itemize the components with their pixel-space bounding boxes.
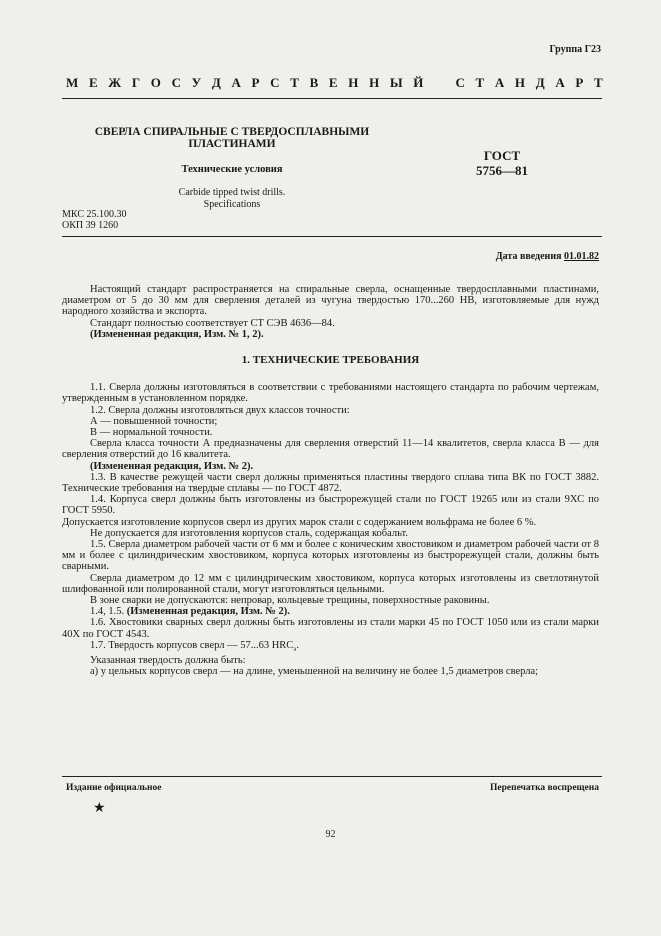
amendment-note: (Измененная редакция, Изм. № 2). [90, 460, 254, 472]
heading-letter: А [231, 75, 241, 90]
paragraph: В зоне сварки не допускаются: непровар, кольцевые трещины, поверхностные раковины. [90, 595, 490, 607]
official-edition-note: Издание официальное [66, 783, 162, 793]
document-subtitle: Технические условия [181, 164, 283, 175]
title-line-2: ПЛАСТИНАМИ [188, 138, 276, 150]
heading-letter: С [270, 75, 280, 90]
heading-letter: У [191, 75, 202, 90]
paragraph: а) у цельных корпусов сверл — на длине, уменьшенной на величину не более 1,5 диаметров сверла; [90, 666, 539, 678]
gost-number: 5756—81 [476, 163, 528, 178]
heading-letter: Й [413, 75, 424, 90]
heading-letter: Е [328, 75, 338, 90]
heading-letter: Г [131, 75, 141, 90]
title-line-1: СВЕРЛА СПИРАЛЬНЫЕ С ТВЕРДОСПЛАВНЫМИ [94, 126, 370, 138]
heading-letter: Т [290, 75, 299, 90]
heading-letter: Д [535, 75, 545, 90]
heading-letter: С [171, 75, 181, 90]
reprint-prohibited-note: Перепечатка воспрещена [489, 783, 599, 793]
star-icon: ★ [93, 801, 106, 816]
date-value: 01.01.82 [564, 251, 599, 262]
paragraph: Допускается изготовление корпусов сверл из других марок стали с содержанием вольфрама не более 6 %. [62, 516, 537, 528]
heading-letter: С [455, 75, 465, 90]
heading-letter: Т [475, 75, 485, 90]
paragraph: 1.2. Сверла должны изготовляться двух классов точности: [90, 404, 350, 416]
english-title-line-1: Carbide tipped twist drills. [178, 187, 286, 198]
gost-designation [462, 148, 542, 178]
interstate-standard-heading [66, 75, 603, 91]
paragraph: 1.4. Корпуса сверл должны быть изготовлены из быстрорежущей стали по ГОСТ 19265 или из стали 9ХС по ГОСТ 5950. [62, 494, 599, 517]
mks-code: МКС 25.100.30 [62, 209, 127, 220]
paragraph: Сверла диаметром до 12 мм с цилиндрическим хвостовиком, корпуса которых изготовлены из светлотянутой шлифованной или полированной стали, могут изготовляться цельными. [62, 572, 599, 595]
paragraph: Не допускается для изготовления корпусов сталь, содержащая кобальт. [90, 527, 408, 539]
heading-letter: Р [575, 75, 584, 90]
heading-letter: Т [594, 75, 603, 90]
paragraph: В — нормальной точности. [90, 427, 213, 439]
english-title-line-2: Specifications [203, 199, 261, 210]
paragraph: 1.5. Сверла диаметром рабочей части от 6 мм и более с коническим хвостовиком и диаметром рабочей части от 8 мм и более с цилиндрическим хвостовиком, корпуса которых изготовлены из быстрорежущей стали, должны быть сварными. [62, 539, 599, 573]
paragraph: Стандарт полностью соответствует СТ СЭВ 4636—84. [90, 317, 335, 329]
heading-letter: А [555, 75, 565, 90]
classification-codes [62, 209, 126, 231]
heading-letter: Ы [389, 75, 403, 90]
english-title [62, 187, 402, 211]
paragraph: Указанная твердость должна быть: [90, 655, 246, 667]
header-rule [62, 236, 602, 237]
heading-letter: О [150, 75, 161, 90]
heading-letter: А [494, 75, 505, 90]
date-label: Дата введения [495, 251, 562, 262]
document-body [62, 284, 599, 678]
footer-rule [62, 776, 602, 777]
paragraph: 1.3. В качестве режущей части сверл должны применяться пластины твердого сплава типа ВК по ГОСТ 3882. Технические требования на твердые сплавы — по ГОСТ 4872. [62, 471, 599, 495]
heading-letter: М [66, 75, 79, 90]
heading-letter: Р [251, 75, 260, 90]
okp-code: ОКП 39 1260 [62, 220, 119, 231]
hardness-text: 1.7. Твердость корпусов сверл — 57...63 HRC [90, 639, 294, 651]
hardness-subscript: э [293, 644, 297, 653]
top-rule [62, 98, 602, 99]
effective-date [496, 251, 599, 262]
group-code: Группа Г23 [549, 44, 601, 55]
paragraph: Сверла класса точности А предназначены для сверления отверстий 11—14 квалитетов, сверла класса В — для сверления отверстий до 16 квалитета. [62, 438, 599, 461]
heading-letter: Ж [108, 75, 122, 90]
amendment-note: (Измененная редакция, Изм. № 2). [126, 606, 290, 618]
section-heading: 1. ТЕХНИЧЕСКИЕ ТРЕБОВАНИЯ [241, 354, 420, 367]
hardness-paragraph [62, 640, 599, 655]
amendment-note: (Измененная редакция, Изм. № 1, 2). [90, 328, 264, 340]
clause-refs: 1.4, 1.5. [90, 606, 125, 618]
paragraph: А — повышенной точности; [90, 415, 218, 427]
paragraph: 1.6. Хвостовики сварных сверл должны быть изготовлены из стали марки 45 по ГОСТ 1050 или из стали марки 40Х по ГОСТ 4543. [62, 617, 599, 640]
page-number: 92 [325, 829, 336, 840]
heading-letter: Н [348, 75, 359, 90]
paragraph: Настоящий стандарт распространяется на спиральные сверла, оснащенные твердосплавными пластинами, диаметром от 5 до 30 мм для сверления деталей из чугуна твердостью 170...260 НВ, изготовляемые для нужд народного хозяйства и экспорта. [62, 284, 599, 318]
document-title [62, 126, 402, 150]
heading-letter: Н [369, 75, 380, 90]
heading-letter: Е [88, 75, 98, 90]
gost-label: ГОСТ [483, 148, 521, 163]
hardness-end: . [296, 639, 299, 651]
paragraph: 1.1. Сверла должны изготовляться в соответствии с требованиями настоящего стандарта по рабочим чертежам, утвержденным в установленном порядке. [62, 382, 599, 405]
heading-letter: Н [514, 75, 526, 90]
heading-letter: Д [211, 75, 221, 90]
amendment-paragraph [62, 606, 599, 617]
heading-letter: В [309, 75, 319, 90]
